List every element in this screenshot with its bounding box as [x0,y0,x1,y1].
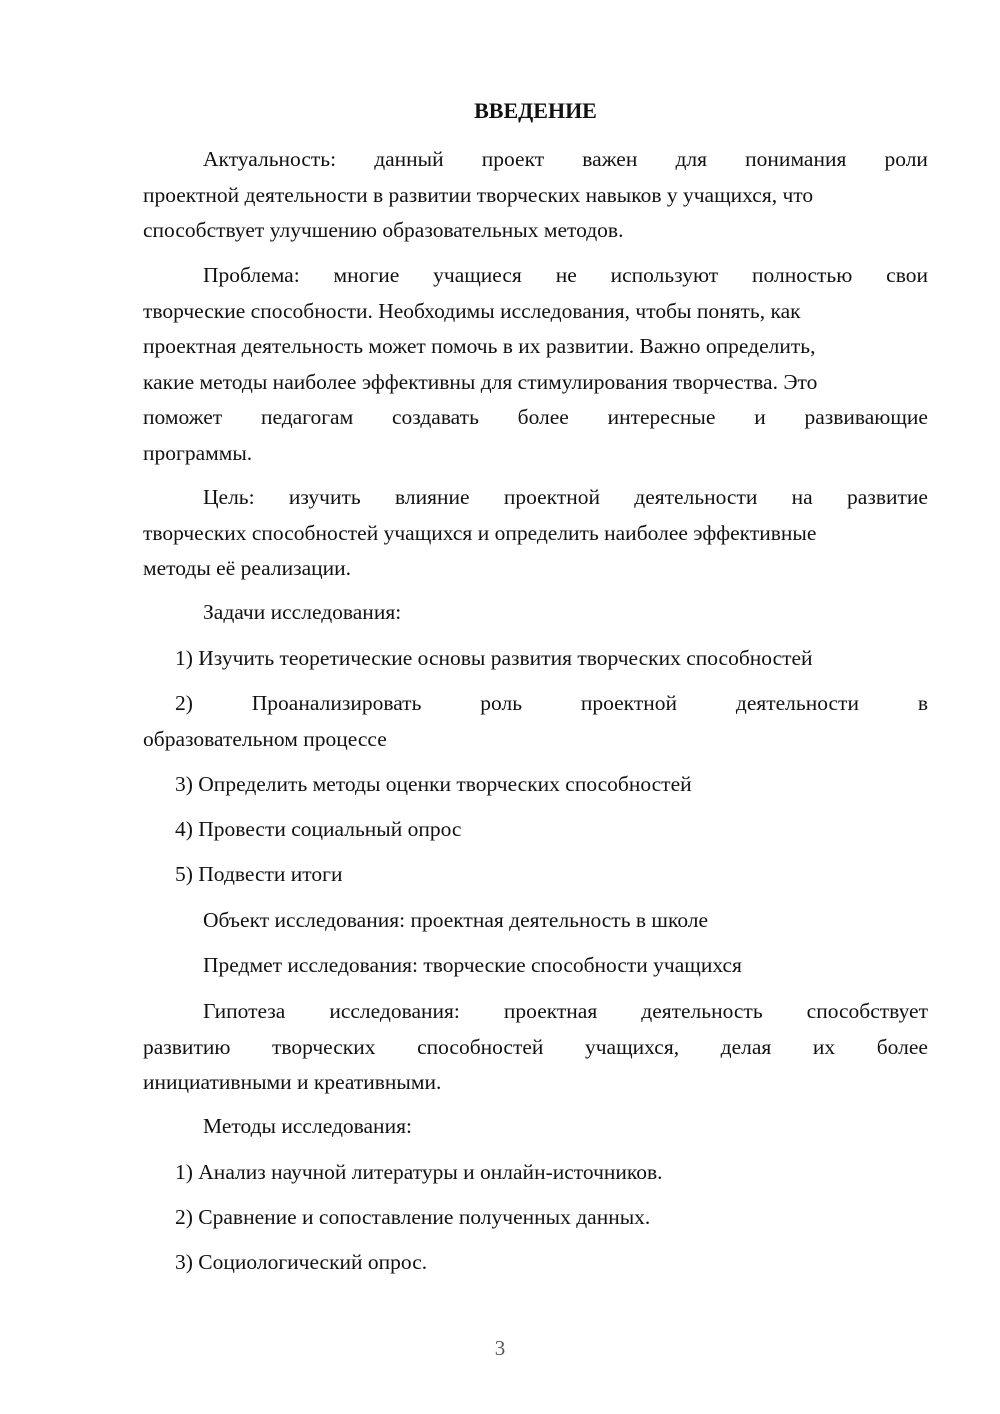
research-subject: Предмет исследования: творческие способности учащихся [203,953,742,977]
word: более [876,1034,928,1059]
method-item-1: 1) Анализ научной литературы и онлайн-источников. [175,1160,663,1184]
word: не [555,263,577,287]
word: их [812,1034,836,1059]
word: Проблема: [203,263,300,287]
word: развивающие [804,405,928,429]
word: развитие [847,485,928,509]
word: роли [884,147,928,171]
word: деятельность [641,999,763,1023]
word: интересные [607,405,716,429]
word: на [791,485,813,509]
word: для [675,147,708,171]
word: развитию [143,1034,231,1059]
word: творческих [271,1034,376,1059]
problem-line-4: какие методы наиболее эффективны для стимулирования творчества. Это [143,369,818,394]
problem-line-5 [143,400,928,436]
method-item-3: 3) Социологический опрос. [175,1250,428,1274]
word: проект [481,147,545,171]
word: более [517,405,569,429]
word: деятельности [735,691,859,715]
hypothesis-line-3: инициативными и креативными. [143,1070,442,1094]
word: 2) [175,691,193,715]
word: проектной [503,485,600,509]
word: создавать [391,405,479,429]
word: учащихся, [584,1034,680,1059]
task-item-3: 3) Определить методы оценки творческих способностей [175,772,692,796]
problem-line-1 [143,258,928,294]
relevance-line-2: проектной деятельности в развитии творческих навыков у учащихся, что [143,182,814,207]
goal-line-1 [143,480,928,516]
word: изучить [288,485,361,509]
problem-line-2: творческие способности. Необходимы исследования, чтобы понять, как [143,298,801,323]
word: многие [333,263,400,287]
word: и [754,405,766,429]
word: влияние [395,485,470,509]
word: роль [480,691,523,715]
word: используют [610,263,719,287]
relevance-line-1 [143,142,928,178]
word: способностей [417,1034,544,1059]
task-item-2 [143,686,928,757]
task-item-4: 4) Провести социальный опрос [175,817,462,841]
word: данный [374,147,444,171]
method-item-2: 2) Сравнение и сопоставление полученных данных. [175,1205,651,1229]
goal-paragraph [143,480,928,587]
word: свои [886,263,928,287]
word: педагогам [260,405,354,429]
word: Цель: [203,485,255,509]
task-item-5: 5) Подвести итоги [175,862,343,886]
word: учащиеся [433,263,522,287]
word: полностью [752,263,853,287]
research-object: Объект исследования: проектная деятельность в школе [203,908,709,932]
word: понимания [745,147,847,171]
methods-heading: Методы исследования: [203,1114,412,1138]
tasks-heading: Задачи исследования: [203,600,402,624]
relevance-paragraph [143,142,928,249]
goal-line-2: творческих способностей учащихся и определить наиболее эффективные [143,520,817,545]
problem-line-6: программы. [143,440,253,465]
word: способствует [806,999,928,1023]
goal-line-3: методы её реализации. [143,556,352,580]
hypothesis-line-1 [143,994,928,1030]
word: деятельности [634,485,758,509]
word: проектной [580,691,678,715]
word: исследования: [329,999,460,1023]
task-item-2-line-2: образовательном процессе [143,726,387,751]
word: Проанализировать [251,691,422,715]
page-number: 3 [494,1336,506,1360]
task-item-1: 1) Изучить теоретические основы развития творческих способностей [175,646,813,670]
relevance-line-3: способствует улучшению образовательных методов. [143,218,624,242]
hypothesis-line-2 [143,1030,928,1066]
section-heading: ВВЕДЕНИЕ [474,98,597,123]
task-item-2-line-1 [143,686,928,722]
word: Актуальность: [203,147,337,171]
word: в [917,691,928,715]
problem-paragraph [143,258,928,471]
word: Гипотеза [203,999,286,1023]
problem-line-3: проектная деятельность может помочь в их развитии. Важно определить, [143,334,816,358]
hypothesis-paragraph [143,994,928,1101]
word: делая [720,1034,772,1059]
word: проектная [503,999,598,1023]
word: важен [582,147,638,171]
word: поможет [143,405,223,429]
